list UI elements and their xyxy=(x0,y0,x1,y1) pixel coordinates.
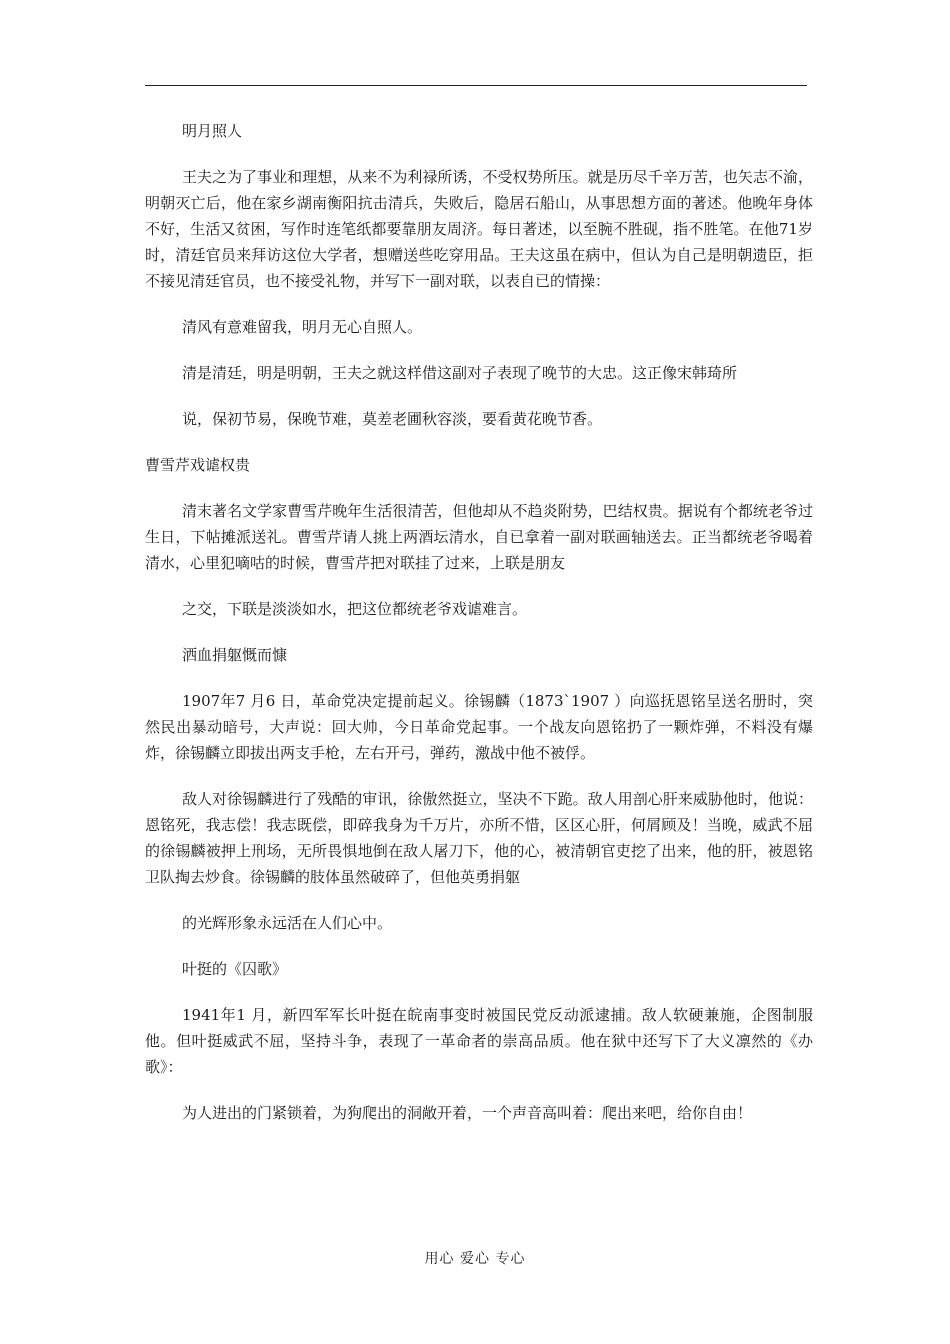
paragraph-xuxilin-2: 敌人对徐锡麟进行了残酷的审讯，徐傲然挺立，坚决不下跪。敌人用剖心肝来威胁他时，他说：恩铭死，我志偿！我志既偿，即碎我身为千万片，亦所不惜，区区心肝，何屑顾及！当晚，威武不屈的徐锡麟被押上刑场，无所畏惧地倒在敌人屠刀下，他的心，被清朝官吏挖了出来，他的肝，被恩铭卫队掏去炒食。徐锡麟的肢体虽然破碎了，但他英勇捐躯 xyxy=(145,790,813,886)
paragraph-caoxueqin-end: 之交，下联是淡淡如水，把这位都统老爷戏谑难言。 xyxy=(182,600,528,618)
paragraph-xuxilin-1: 1907年7 月6 日，革命党决定提前起义。徐锡麟（1873`1907 ）向巡抚恩铭呈送名册时，突然民出暴动暗号，大声说：回大帅，今日革命党起事。一个战友向恩铭扔了一颗炸弹，不料没有爆炸，徐锡麟立即拔出两支手枪，左右开弓，弹药，激战中他不被俘。 xyxy=(145,692,813,762)
document-body xyxy=(145,118,813,1146)
paragraph-couplet: 清风有意难留我，明月无心自照人。 xyxy=(182,318,423,336)
paragraph-wangfuzhi: 王夫之为了事业和理想，从来不为利禄所诱，不受权势所压。就是历尽千辛万苦，也矢志不渝，明朝灭亡后，他在家乡湖南衡阳抗击清兵，失败后，隐居石船山，从事思想方面的著述。他晚年身体不好，生活又贫困，写作时连笔纸都要靠朋友周济。每日著述，以至腕不胜砚，指不胜笔。在他71岁时，清廷官员来拜访这位大学者，想赠送些吃穿用品。王夫这虽在病中，但认为自己是明朝遗臣，拒不接见清廷官员，也不接受礼物，并写下一副对联，以表自已的情操： xyxy=(145,168,813,290)
section-heading-yeting: 叶挺的《囚歌》 xyxy=(182,960,288,978)
paragraph-explanation: 清是清廷，明是明朝，王夫之就这样借这副对子表现了晚节的大忠。这正像宋韩琦所 xyxy=(182,364,738,382)
paragraph-yeting: 1941年1 月，新四军军长叶挺在皖南事变时被国民党反动派逮捕。敌人软硬兼施，企图制服他。但叶挺威武不屈，坚持斗争，表现了一革命者的崇高品质。他在狱中还写下了大义凛然的《办歌》： xyxy=(145,1006,813,1076)
paragraph-caoxueqin: 清末著名文学家曹雪芹晚年生活很清苦，但他却从不趋炎附势，巴结权贵。据说有个都统老爷过生日，下帖摊派送礼。曹雪芹请人挑上两酒坛清水，自已拿着一副对联画轴送去。正当都统老爷喝着清水，心里犯嘀咕的时候，曹雪芹把对联挂了过来，上联是朋友 xyxy=(145,502,813,572)
page-footer: 用心 爱心 专心 xyxy=(424,1251,526,1267)
paragraph-quote-hanqi: 说，保初节易，保晚节难，莫差老圃秋容淡，要看黄花晚节香。 xyxy=(182,410,603,428)
header-rule xyxy=(145,85,807,86)
section-heading-xuxilin: 洒血捐躯慨而慷 xyxy=(182,646,288,664)
paragraph-qiuge-line: 为人进出的门紧锁着，为狗爬出的洞敞开着，一个声音高叫着：爬出来吧，给你自由！ xyxy=(182,1104,753,1122)
section-heading-mingyue: 明月照人 xyxy=(182,122,243,140)
section-heading-caoxueqin: 曹雪芹戏谑权贵 xyxy=(145,456,251,474)
paragraph-xuxilin-end: 的光辉形象永远活在人们心中。 xyxy=(182,914,393,932)
